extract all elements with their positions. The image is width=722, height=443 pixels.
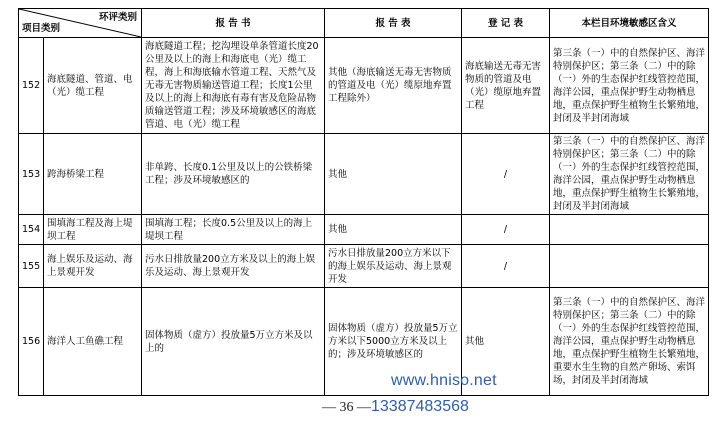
page-footer: [322, 398, 469, 416]
header-eia-category: 环评类别: [98, 12, 137, 23]
sensitive-area-cell: 第三条（一）中的自然保护区、海洋特别保护区；第三条（二）中的除（一）外的生态保护红线管控范围，海洋公园，重点保护野生动物栖息地，重点保护野生植物生长繁殖地，封闭及半封闭海域: [550, 38, 709, 134]
register-form-cell: 海底输送无毒无害物质的管道及电（光）缆原地弃置工程: [462, 38, 550, 134]
report-form-cell: 污水日排放量200立方米以下的海上娱乐及运动、海上景观开发: [325, 245, 462, 288]
report-form-cell: 其他: [325, 215, 462, 245]
table-row: [19, 245, 709, 288]
header-register-form: 登 记 表: [462, 9, 550, 38]
project-name: 海洋人工鱼礁工程: [44, 288, 142, 396]
sensitive-area-cell: [550, 245, 709, 288]
row-number: 153: [19, 134, 44, 215]
row-number: 154: [19, 215, 44, 245]
watermark-site: www.hniso.net: [391, 372, 497, 389]
report-form-cell: 其他: [325, 134, 462, 215]
sensitive-area-cell: 第三条（一）中的自然保护区、海洋特别保护区；第三条（二）中的除（一）外的生态保护红线管控范围，海洋公园，重点保护野生动物栖息地，重点保护野生植物生长繁殖地，重要水生生物的自然产卵场、索饵场，封闭及半封闭海域: [550, 288, 709, 396]
watermark-phone: 13387483568: [371, 398, 469, 415]
register-form-cell: /: [462, 215, 550, 245]
report-book-cell: 污水日排放量200立方米及以上的海上娱乐及运动、海上景观开发: [142, 245, 325, 288]
header-report-book: 报 告 书: [142, 9, 325, 38]
register-form-cell: /: [462, 134, 550, 215]
report-book-cell: 海底隧道工程；挖沟埋设单条管道长度20公里及以上的海上和海底电（光）缆工程，海上和海底输水管道工程、天然气及无毒无害物质输送管道工程；长度1公里及以上的海上和海底有毒有害及危险品物质输送管道工程；涉及环境敏感区的海底管道、电（光）缆工程: [142, 38, 325, 134]
table-row: [19, 215, 709, 245]
header-report-form: 报 告 表: [325, 9, 462, 38]
register-form-cell: /: [462, 245, 550, 288]
sensitive-area-cell: [550, 215, 709, 245]
project-name: 海上娱乐及运动、海上景观开发: [44, 245, 142, 288]
table-row: [19, 38, 709, 134]
header-project-category: 项目类别: [22, 23, 61, 34]
table-header-row: [19, 9, 709, 38]
table-row: [19, 134, 709, 215]
report-form-cell: 固体物质（虚方）投放量5万立方米以下5000立方米及以上的；涉及环境敏感区的: [325, 288, 462, 396]
row-number: 155: [19, 245, 44, 288]
report-form-cell: 其他（海底输送无毒无害物质的管道及电（光）缆原地弃置工程除外）: [325, 38, 462, 134]
page-number: — 36 —: [322, 400, 371, 415]
sensitive-area-cell: 第三条（一）中的自然保护区、海洋特别保护区；第三条（二）中的除（一）外的生态保护红线管控范围，海洋公园，重点保护野生动物栖息地，重点保护野生植物生长繁殖地，封闭及半封闭海域: [550, 134, 709, 215]
eia-category-table: [18, 8, 709, 396]
row-number: 156: [19, 288, 44, 396]
table-row: [19, 288, 709, 396]
diagonal-header-cell: [19, 9, 142, 38]
report-book-cell: 围填海工程；长度0.5公里及以上的海上堤坝工程: [142, 215, 325, 245]
report-book-cell: 非单跨、长度0.1公里及以上的公铁桥梁工程；涉及环境敏感区的: [142, 134, 325, 215]
project-name: 围填海工程及海上堤坝工程: [44, 215, 142, 245]
report-book-cell: 固体物质（虚方）投放量5万立方米及以上的: [142, 288, 325, 396]
header-sensitive-area: 本栏目环境敏感区含义: [550, 9, 709, 38]
register-form-cell: 其他: [462, 288, 550, 396]
row-number: 152: [19, 38, 44, 134]
project-name: 跨海桥梁工程: [44, 134, 142, 215]
project-name: 海底隧道、管道、电（光）缆工程: [44, 38, 142, 134]
